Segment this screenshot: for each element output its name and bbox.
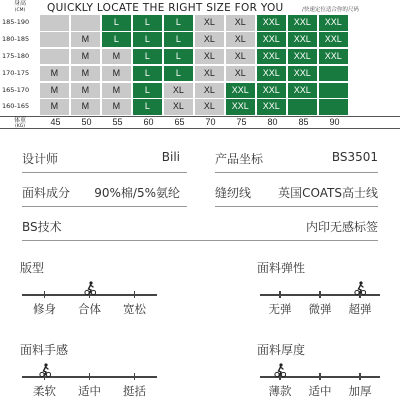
size-cell: XL	[226, 15, 255, 31]
size-cell: M	[40, 66, 69, 82]
slider-track	[22, 376, 157, 378]
size-cell	[40, 32, 69, 48]
height-range-label: 160-165	[2, 102, 30, 111]
size-cell: L	[102, 32, 131, 48]
size-row	[0, 99, 400, 115]
size-row	[0, 15, 400, 31]
weight-unit: (KG)	[15, 124, 25, 130]
size-cell: XL	[226, 66, 255, 82]
size-cell: L	[133, 15, 162, 31]
weight-value: 45	[50, 117, 61, 128]
size-cell: XL	[195, 66, 224, 82]
weight-value: 80	[267, 117, 278, 128]
slider-option-label: 适中	[308, 384, 332, 398]
size-cell: L	[164, 49, 193, 65]
size-cell: M	[102, 83, 131, 99]
height-unit: (CM)	[14, 8, 26, 13]
size-cell: M	[71, 32, 100, 48]
size-cell: M	[102, 49, 131, 65]
size-cell: XXL	[288, 66, 317, 82]
size-cell: L	[133, 32, 162, 48]
product-id-value: BS3501	[331, 150, 378, 164]
size-cell: XL	[195, 32, 224, 48]
weight-value: 50	[81, 117, 92, 128]
slider-tick	[359, 373, 361, 380]
size-cell: L	[133, 49, 162, 65]
height-column-header	[0, 0, 40, 16]
weight-row	[0, 116, 400, 129]
thread-label: 缝纫线	[215, 186, 252, 200]
size-cell: L	[133, 66, 162, 82]
cyclist-icon	[84, 280, 96, 294]
size-cell: XL	[195, 99, 224, 115]
slider-track	[260, 376, 380, 378]
designer-value: Bili	[161, 150, 180, 164]
size-cell: L	[164, 32, 193, 48]
cyclist-icon	[39, 362, 51, 376]
size-chart-header	[0, 0, 400, 16]
fabric-label: 面料成分	[22, 186, 71, 200]
size-cell	[40, 15, 69, 31]
weight-value: 65	[174, 117, 185, 128]
size-cell: L	[133, 99, 162, 115]
cyclist-icon	[354, 280, 366, 294]
slider-track	[22, 294, 157, 296]
slider-option-label: 合体	[78, 302, 101, 316]
size-cell: M	[71, 83, 100, 99]
size-cell: XL	[195, 49, 224, 65]
weight-label	[0, 117, 40, 128]
thread-value: 英国COATS高士线	[278, 186, 378, 200]
size-cell	[319, 99, 348, 115]
slider-option-label: 薄款	[268, 384, 292, 398]
size-row	[0, 32, 400, 48]
size-cell: XXL	[257, 83, 286, 99]
size-row	[0, 66, 400, 82]
height-label: 身高	[13, 0, 26, 7]
tech-value: 内印无感标签	[305, 220, 378, 234]
size-cell: XXL	[226, 99, 255, 115]
tech-label: BS技术	[22, 220, 62, 234]
height-range-label: 170-175	[2, 68, 30, 77]
slider-tick	[319, 373, 321, 380]
size-cell: XXL	[257, 15, 286, 31]
height-range-label: 185-190	[2, 18, 30, 26]
slider-tick	[89, 373, 91, 380]
size-cell: XXL	[319, 32, 348, 48]
height-range-label: 165-170	[2, 85, 30, 94]
size-cell: XXL	[288, 32, 317, 48]
slider-option-label: 柔软	[33, 384, 56, 398]
size-cell: M	[71, 99, 100, 115]
slider-tick	[134, 373, 136, 380]
size-cell: L	[102, 15, 131, 31]
size-cell	[288, 99, 317, 115]
height-range-label: 180-185	[2, 34, 30, 43]
size-row	[0, 83, 400, 99]
size-cell: XL	[164, 99, 193, 115]
slider-tick	[319, 291, 321, 298]
slider-title: 版型	[20, 261, 45, 275]
size-row	[0, 49, 400, 65]
slider-option-label: 适中	[78, 384, 101, 398]
size-cell: XL	[195, 15, 224, 31]
slider-title: 面料厚度	[257, 343, 306, 357]
size-chart-grid	[0, 15, 400, 129]
size-cell: XXL	[319, 49, 348, 65]
chart-title: QUICKLY LOCATE THE RIGHT SIZE FOR YOU	[47, 2, 284, 14]
divider	[215, 172, 378, 173]
divider	[22, 172, 187, 173]
size-cell: XXL	[226, 83, 255, 99]
size-cell: XXL	[257, 49, 286, 65]
cyclist-icon	[274, 362, 286, 376]
size-cell: M	[102, 99, 131, 115]
slider-option-label: 加厚	[348, 384, 372, 398]
size-cell: XXL	[257, 66, 286, 82]
slider-option-label: 微弹	[308, 302, 332, 316]
slider-title: 面料手感	[20, 343, 69, 357]
size-cell	[40, 49, 69, 65]
size-cell: XXL	[288, 83, 317, 99]
size-cell: XXL	[288, 15, 317, 31]
slider-option-label: 无弹	[268, 302, 292, 316]
divider	[22, 240, 378, 241]
slider-title: 面料弹性	[257, 261, 306, 275]
size-cell	[319, 66, 348, 82]
weight-label-text: 体重	[13, 117, 26, 125]
slider-tick	[134, 291, 136, 298]
weight-value: 70	[205, 117, 216, 128]
weight-value: 75	[236, 117, 247, 128]
chart-subtitle: /快速定位适合你的尺码	[302, 7, 359, 13]
divider	[215, 206, 378, 207]
slider-tick	[44, 291, 46, 298]
size-cell: M	[71, 66, 100, 82]
size-cell: L	[164, 15, 193, 31]
size-cell: M	[71, 49, 100, 65]
slider-option-label: 宽松	[123, 302, 146, 316]
weight-value: 55	[112, 117, 123, 128]
size-cell: M	[40, 83, 69, 99]
divider	[22, 206, 187, 207]
designer-label: 设计师	[22, 152, 59, 166]
size-cell: XL	[226, 49, 255, 65]
height-range-label: 175-180	[2, 51, 30, 60]
size-cell: L	[164, 66, 193, 82]
weight-value: 85	[298, 117, 309, 128]
size-cell: XL	[195, 83, 224, 99]
slider-option-label: 挺括	[123, 384, 146, 398]
size-cell	[71, 15, 100, 31]
size-cell: L	[133, 83, 162, 99]
size-cell: XXL	[319, 15, 348, 31]
fabric-value: 90%棉/5%氨纶	[94, 186, 180, 200]
slider-option-label: 修身	[33, 302, 56, 316]
size-cell: XL	[164, 83, 193, 99]
size-cell: M	[40, 99, 69, 115]
product-id-label: 产品坐标	[215, 152, 264, 166]
weight-value: 90	[329, 117, 340, 128]
size-cell: XL	[226, 32, 255, 48]
slider-tick	[279, 291, 281, 298]
size-cell: XXL	[257, 99, 286, 115]
size-cell: XXL	[288, 49, 317, 65]
size-cell	[319, 83, 348, 99]
slider-option-label: 超弹	[348, 302, 372, 316]
slider-track	[260, 294, 380, 296]
weight-value: 60	[143, 117, 154, 128]
size-cell: XXL	[257, 32, 286, 48]
size-cell: M	[102, 66, 131, 82]
